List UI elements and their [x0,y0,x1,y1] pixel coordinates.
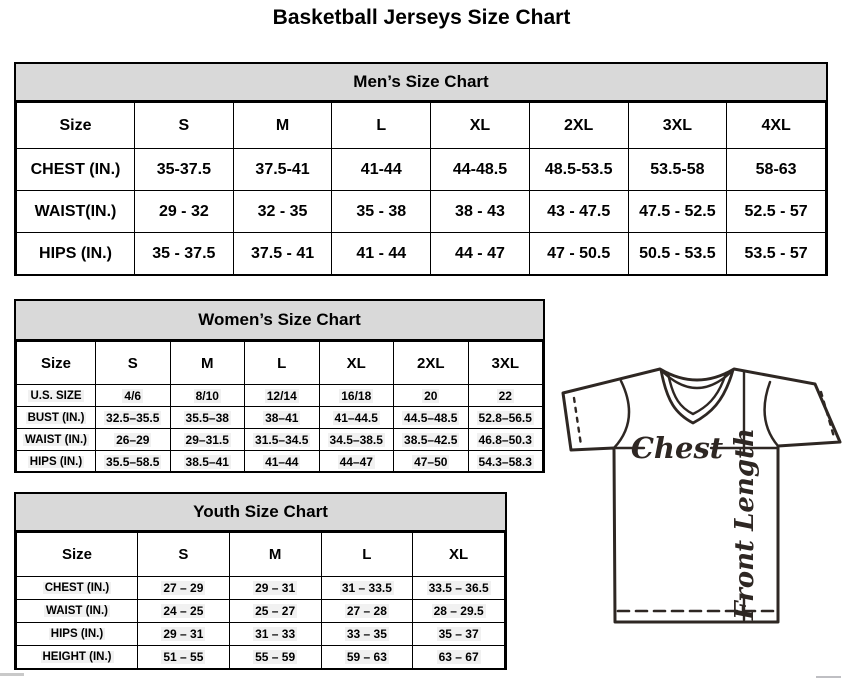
left-cuff-dashed-line [574,398,581,445]
womens-size-grid [16,341,543,473]
measurement-value: 29 – 31 [229,577,321,600]
measurement-label: U.S. SIZE [17,385,96,407]
measurement-value: 26–29 [96,429,171,451]
measurement-value: 8/10 [170,385,245,407]
size-column-header: M [233,103,332,149]
measurement-value: 47–50 [394,451,469,473]
measurement-value: 53.5 - 57 [727,233,826,275]
mens-size-chart-section [14,62,828,276]
measurement-value: 43 - 47.5 [529,191,628,233]
womens-size-chart-table [16,341,543,473]
measurement-value: 32.5–35.5 [96,407,171,429]
measurement-value: 53.5-58 [628,149,727,191]
measurement-value: 41 - 44 [332,233,431,275]
size-column-header: L [245,342,320,385]
measurement-row [17,191,826,233]
mens-size-grid [16,102,826,275]
womens-size-chart-section [14,299,545,473]
size-column-header: 2XL [529,103,628,149]
measurement-value: 38 - 43 [431,191,530,233]
measurement-value: 35 – 37 [413,623,505,646]
measurement-value: 51 – 55 [138,646,230,669]
measurement-value: 55 – 59 [229,646,321,669]
size-header-row [17,533,505,577]
left-sleeve-seam [614,381,629,448]
measurement-value: 41–44 [245,451,320,473]
measurement-row [17,600,505,623]
measurement-value: 35-37.5 [135,149,234,191]
mens-size-chart-table [16,102,826,275]
size-column-header: S [96,342,171,385]
measurement-row [17,646,505,669]
size-column-header: 4XL [727,103,826,149]
womens-size-chart-title: Women’s Size Chart [16,301,543,341]
measurement-label: HIPS (IN.) [17,623,138,646]
size-corner-header: Size [17,103,135,149]
jersey-outline [563,369,840,622]
measurement-value: 24 – 25 [138,600,230,623]
right-sleeve-seam [765,382,778,446]
measurement-label: WAIST(IN.) [17,191,135,233]
size-column-header: 3XL [628,103,727,149]
measurement-value: 25 – 27 [229,600,321,623]
measurement-row [17,385,543,407]
measurement-value: 47 - 50.5 [529,233,628,275]
measurement-value: 35.5–58.5 [96,451,171,473]
measurement-value: 33 – 35 [321,623,413,646]
youth-size-chart-title: Youth Size Chart [16,494,505,532]
measurement-value: 38.5–42.5 [394,429,469,451]
measurement-value: 32 - 35 [233,191,332,233]
bottom-left-scrollbar-fragment [0,673,24,676]
measurement-value: 48.5-53.5 [529,149,628,191]
size-column-header: 2XL [394,342,469,385]
size-column-header: S [138,533,230,577]
bottom-right-scrollbar-fragment [816,676,841,678]
measurement-value: 44–47 [319,451,394,473]
youth-size-chart-table [16,532,505,669]
measurement-value: 35 - 38 [332,191,431,233]
size-column-header: XL [319,342,394,385]
measurement-value: 35.5–38 [170,407,245,429]
measurement-row [17,149,826,191]
measurement-row [17,623,505,646]
size-column-header: S [135,103,234,149]
measurement-value: 46.8–50.3 [468,429,543,451]
measurement-value: 37.5 - 41 [233,233,332,275]
measurement-label: CHEST (IN.) [17,577,138,600]
measurement-value: 47.5 - 52.5 [628,191,727,233]
size-column-header: XL [413,533,505,577]
measurement-value: 59 – 63 [321,646,413,669]
size-corner-header: Size [17,342,96,385]
size-header-row [17,342,543,385]
measurement-value: 52.8–56.5 [468,407,543,429]
measurement-value: 35 - 37.5 [135,233,234,275]
measurement-value: 41–44.5 [319,407,394,429]
size-column-header: 3XL [468,342,543,385]
measurement-value: 41-44 [332,149,431,191]
measurement-value: 31 – 33 [229,623,321,646]
measurement-value: 38.5–41 [170,451,245,473]
measurement-value: 58-63 [727,149,826,191]
measurement-value: 12/14 [245,385,320,407]
measurement-row [17,577,505,600]
measurement-label: HIPS (IN.) [17,451,96,473]
size-column-header: XL [431,103,530,149]
page-title: Basketball Jerseys Size Chart [272,6,571,29]
measurement-value: 31.5–34.5 [245,429,320,451]
measurement-value: 52.5 - 57 [727,191,826,233]
measurement-label: HIPS (IN.) [17,233,135,275]
measurement-value: 44-48.5 [431,149,530,191]
measurement-value: 28 – 29.5 [413,600,505,623]
size-column-header: M [170,342,245,385]
measurement-value: 44 - 47 [431,233,530,275]
measurement-value: 34.5–38.5 [319,429,394,451]
measurement-label: CHEST (IN.) [17,149,135,191]
measurement-value: 29–31.5 [170,429,245,451]
measurement-row [17,451,543,473]
measurement-value: 63 – 67 [413,646,505,669]
measurement-value: 54.3–58.3 [468,451,543,473]
measurement-value: 44.5–48.5 [394,407,469,429]
measurement-value: 31 – 33.5 [321,577,413,600]
measurement-value: 29 - 32 [135,191,234,233]
measurement-label: WAIST (IN.) [17,429,96,451]
measurement-label: WAIST (IN.) [17,600,138,623]
measurement-value: 16/18 [319,385,394,407]
size-column-header: L [332,103,431,149]
measurement-value: 50.5 - 53.5 [628,233,727,275]
measurement-value: 38–41 [245,407,320,429]
measurement-row [17,429,543,451]
measurement-value: 29 – 31 [138,623,230,646]
measurement-label: BUST (IN.) [17,407,96,429]
size-header-row [17,103,826,149]
measurement-label: HEIGHT (IN.) [17,646,138,669]
jersey-diagram-svg [550,348,843,638]
front-length-label: Front Length [730,428,760,620]
mens-size-chart-title: Men’s Size Chart [16,64,826,102]
chest-label: Chest [630,431,724,465]
measurement-value: 4/6 [96,385,171,407]
measurement-value: 37.5-41 [233,149,332,191]
measurement-value: 33.5 – 36.5 [413,577,505,600]
size-column-header: M [229,533,321,577]
measurement-value: 20 [394,385,469,407]
youth-size-grid [16,532,505,669]
size-corner-header: Size [17,533,138,577]
measurement-row [17,407,543,429]
measurement-value: 27 – 29 [138,577,230,600]
measurement-value: 22 [468,385,543,407]
jersey-measurement-diagram [550,348,843,638]
measurement-row [17,233,826,275]
measurement-value: 27 – 28 [321,600,413,623]
size-column-header: L [321,533,413,577]
youth-size-chart-section [14,492,507,670]
